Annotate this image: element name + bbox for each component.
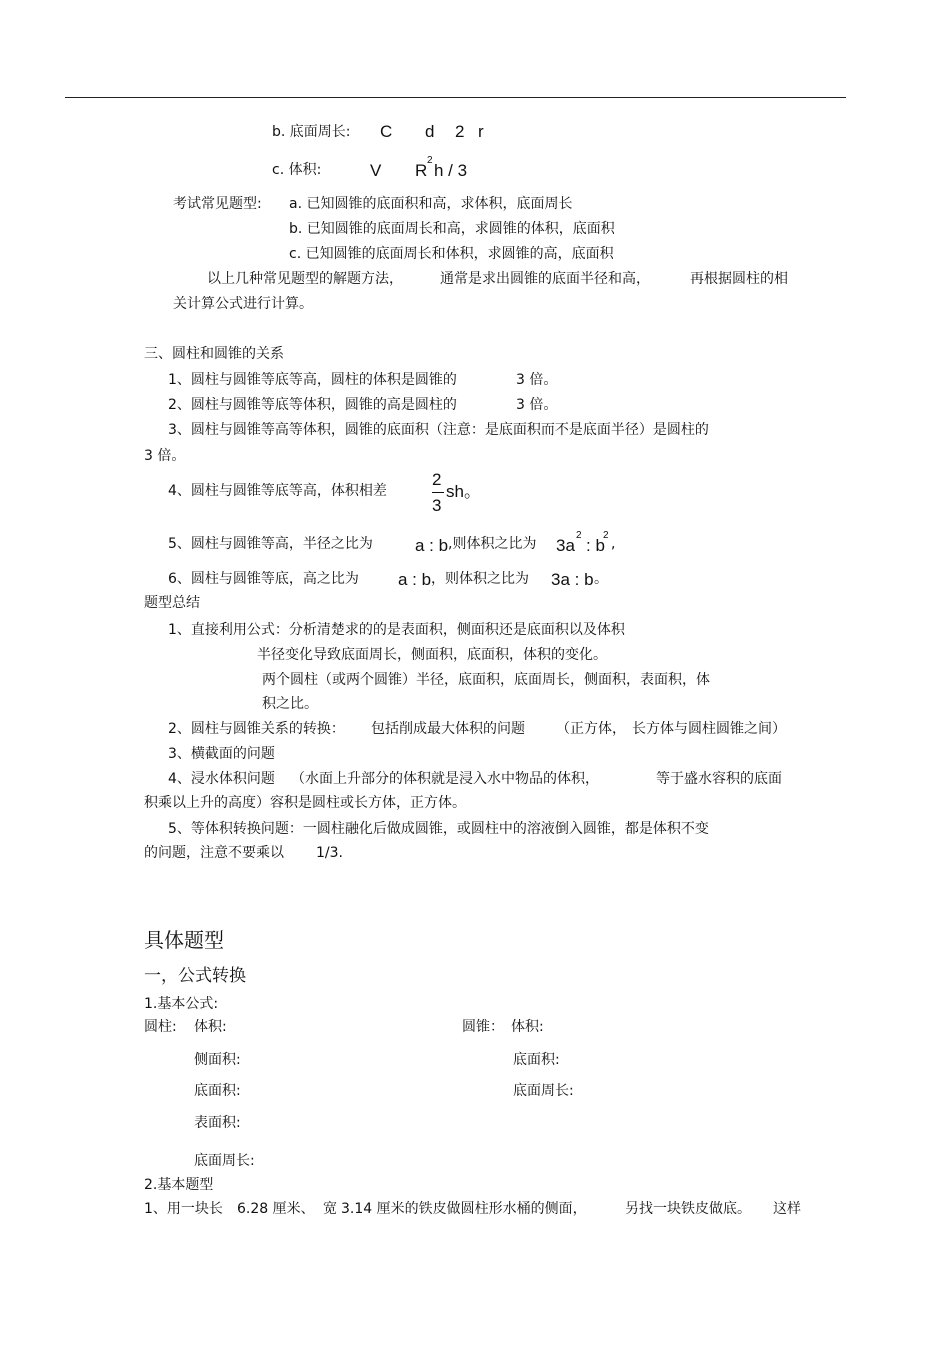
exam-type-a: a. 已知圆锥的底面积和高，求体积，底面周长	[289, 196, 573, 212]
summary-item-3: 3、横截面的问题	[168, 746, 275, 762]
cylinder-lateral-label: 侧面积:	[194, 1052, 241, 1068]
question-1-a: 1、用一块长	[144, 1201, 223, 1217]
summary-item-2-d: 长方体与圆柱圆锥之间）	[632, 721, 786, 737]
summary-item-2-c: （正方体，	[556, 721, 626, 737]
formula-b-two: 2	[455, 122, 465, 141]
formula-c-sup: 2	[427, 155, 433, 166]
cylinder-base-area-label: 底面积:	[194, 1083, 241, 1099]
relation-item-1-value: 3 倍。	[516, 372, 558, 388]
summary-item-2-b: 包括削成最大体积的问题	[371, 721, 525, 737]
cone-base-perimeter-label: 底面周长:	[513, 1083, 574, 1099]
exam-types-label: 考试常见题型:	[173, 196, 262, 212]
formula-c-label: c. 体积:	[272, 162, 322, 178]
exam-type-c: c. 已知圆锥的底面周长和体积，求圆锥的高，底面积	[289, 246, 614, 262]
relation-item-5-mid: ,则体积之比为	[448, 536, 537, 552]
question-1-f: 这样	[773, 1201, 801, 1217]
formula-c-r: R	[415, 161, 428, 180]
summary-item-5-line2: 的问题，注意不要乘以	[144, 845, 284, 861]
relation-item-5-sup1: 2	[576, 530, 582, 541]
relation-item-3-cont: 3 倍。	[144, 448, 186, 464]
exam-type-b: b. 已知圆锥的底面周长和高，求圆锥的体积，底面积	[289, 221, 615, 237]
basic-formula-label: 1.基本公式:	[144, 996, 219, 1012]
question-1-c: 宽	[323, 1201, 337, 1217]
method-text-4: 关计算公式进行计算。	[173, 296, 313, 312]
summary-item-2: 2、圆柱与圆锥关系的转换：	[168, 721, 345, 737]
relation-item-2: 2、圆柱与圆锥等底等体积，圆锥的高是圆柱的	[168, 397, 457, 413]
relation-item-6-mid: ，则体积之比为	[431, 571, 529, 587]
cone-volume-label: 体积:	[511, 1019, 544, 1035]
question-1-b: 6.28 厘米、	[237, 1201, 315, 1217]
relation-item-4: 4、圆柱与圆锥等底等高，体积相差	[168, 483, 387, 499]
relation-item-2-value: 3 倍。	[516, 397, 558, 413]
cylinder-surface-label: 表面积:	[194, 1115, 241, 1131]
relation-item-1: 1、圆柱与圆锥等底等高，圆柱的体积是圆锥的	[168, 372, 457, 388]
formula-b-d: d	[425, 122, 435, 141]
method-text-3: 再根据圆柱的相	[690, 271, 788, 287]
cylinder-label: 圆柱:	[144, 1019, 177, 1035]
cone-base-area-label: 底面积:	[513, 1052, 560, 1068]
summary-item-4-b: （水面上升部分的体积就是浸入水中物品的体积，	[291, 771, 599, 787]
summary-item-5: 5、等体积转换问题：一圆柱融化后做成圆锥，或圆柱中的溶液倒入圆锥，都是体积不变	[168, 821, 709, 837]
cylinder-base-perimeter-label: 底面周长:	[194, 1153, 255, 1169]
summary-item-4-c: 等于盛水容积的底面	[656, 771, 782, 787]
formula-c-rest: h / 3	[434, 161, 468, 180]
relation-item-6-end: 。	[594, 571, 608, 587]
method-text-1: 以上几种常见题型的解题方法，	[207, 271, 403, 287]
fraction-numerator: 2	[432, 470, 442, 489]
specific-subheading: 一，公式转换	[144, 966, 246, 986]
cylinder-volume-label: 体积:	[194, 1019, 227, 1035]
question-1-d: 3.14 厘米的铁皮做圆柱形水桶的侧面，	[341, 1201, 587, 1217]
summary-heading: 题型总结	[144, 595, 200, 611]
fraction-bar	[432, 492, 444, 493]
formula-b-label: b. 底面周长:	[272, 124, 351, 140]
formula-b-c: C	[380, 122, 393, 141]
relation-item-6-v: 3a : b	[551, 570, 594, 589]
summary-item-1-line4: 积之比。	[262, 696, 318, 712]
header-rule	[65, 97, 846, 98]
question-1-e: 另找一块铁皮做底。	[625, 1201, 751, 1217]
basic-type-label: 2.基本题型	[144, 1177, 214, 1193]
summary-item-1-line3: 两个圆柱（或两个圆锥）半径，底面积，底面周长，侧面积，表面积，体	[262, 672, 710, 688]
specific-heading: 具体题型	[144, 928, 224, 952]
relation-item-4-tail: sh。	[446, 482, 481, 501]
summary-item-1: 1、直接利用公式：分析清楚求的的是表面积，侧面积还是底面积以及体积	[168, 622, 625, 638]
relation-item-6: 6、圆柱与圆锥等底，高之比为	[168, 571, 359, 587]
cone-label: 圆锥：	[462, 1019, 504, 1035]
relation-item-5-end: ,	[611, 536, 616, 552]
relation-item-6-ratio: a : b	[398, 570, 432, 589]
summary-item-5-value: 1/3.	[316, 845, 343, 861]
summary-item-4: 4、浸水体积问题	[168, 771, 275, 787]
relation-item-5: 5、圆柱与圆锥等高，半径之比为	[168, 536, 373, 552]
relation-item-5-ratio: a : b	[415, 536, 449, 555]
relation-item-5-v2: : b	[586, 536, 605, 555]
summary-item-1-line2: 半径变化导致底面周长，侧面积，底面积，体积的变化。	[257, 647, 607, 663]
formula-b-r: r	[478, 122, 484, 141]
relation-item-5-sup2: 2	[603, 530, 609, 541]
method-text-2: 通常是求出圆锥的底面半径和高，	[440, 271, 650, 287]
formula-c-v: V	[370, 161, 382, 180]
summary-item-4-line2: 积乘以上升的高度）容积是圆柱或长方体，正方体。	[144, 795, 466, 811]
fraction-denominator: 3	[432, 496, 442, 515]
relation-heading: 三、圆柱和圆锥的关系	[144, 346, 284, 362]
relation-item-5-v1: 3a	[556, 536, 575, 555]
relation-item-3: 3、圆柱与圆锥等高等体积，圆锥的底面积（注意：是底面积而不是底面半径）是圆柱的	[168, 422, 709, 438]
